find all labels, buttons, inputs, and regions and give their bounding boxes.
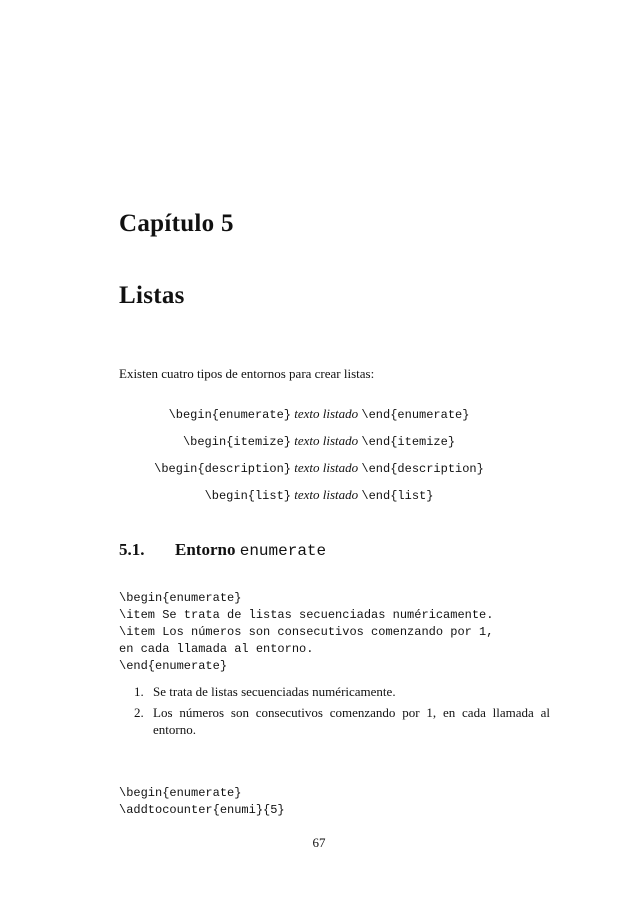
code-line: \begin{enumerate} — [119, 786, 242, 800]
placeholder-text: texto listado — [294, 487, 359, 502]
chapter-label: Capítulo 5 — [119, 210, 234, 237]
list-item — [119, 683, 550, 700]
list-item — [119, 704, 550, 738]
begin-command: \begin{list} — [204, 489, 291, 503]
environment-row-itemize — [119, 431, 519, 458]
code-line: \end{enumerate} — [119, 659, 228, 673]
code-line: \begin{enumerate} — [119, 591, 242, 605]
item-marker: 1. — [134, 684, 144, 699]
placeholder-text: texto listado — [294, 433, 359, 448]
code-line: \item Se trata de listas secuenciadas numéricamente. — [119, 608, 494, 622]
code-block — [119, 785, 285, 819]
code-block — [119, 590, 493, 675]
environment-row-enumerate — [119, 404, 519, 431]
begin-command: \begin{enumerate} — [168, 408, 291, 422]
enumerated-list — [119, 683, 550, 742]
item-text: Se trata de listas secuenciadas numéricamente. — [153, 684, 396, 699]
page-number: 67 — [312, 835, 326, 850]
begin-command: \begin{description} — [154, 462, 291, 476]
intro-paragraph: Existen cuatro tipos de entornos para crear listas: — [119, 366, 375, 381]
environment-list — [119, 404, 519, 512]
begin-command: \begin{itemize} — [182, 435, 291, 449]
item-marker: 2. — [134, 705, 144, 720]
section-code-word: enumerate — [239, 542, 327, 560]
section-title: Entorno — [175, 540, 236, 559]
placeholder-text: texto listado — [294, 406, 359, 421]
chapter-title: Listas — [119, 282, 185, 309]
end-command: \end{description} — [361, 462, 484, 476]
environment-row-list — [119, 485, 519, 512]
code-line: \item Los números son consecutivos comenzando por 1, — [119, 625, 494, 639]
end-command: \end{list} — [361, 489, 434, 503]
item-text: Los números son consecutivos comenzando por 1, en cada llamada al entorno. — [153, 705, 550, 737]
end-command: \end{itemize} — [361, 435, 456, 449]
section-number: 5.1. — [119, 540, 145, 559]
end-command: \end{enumerate} — [361, 408, 470, 422]
placeholder-text: texto listado — [294, 460, 359, 475]
code-line: en cada llamada al entorno. — [119, 642, 314, 656]
section-heading — [119, 540, 326, 560]
code-line: \addtocounter{enumi}{5} — [119, 803, 285, 817]
environment-row-description — [119, 458, 519, 485]
